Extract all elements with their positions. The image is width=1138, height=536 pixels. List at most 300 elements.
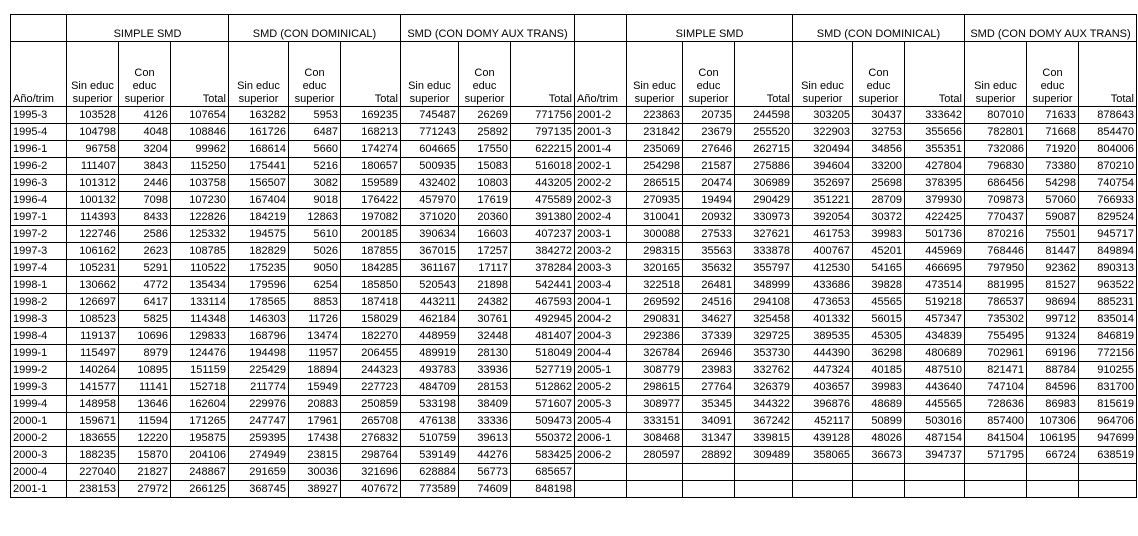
value-cell: 32448 [459,328,511,345]
value-cell: 443211 [401,294,459,311]
group-con-dominical-left: SMD (CON DOMINICAL) [229,15,401,42]
value-cell: 290831 [627,311,683,328]
period-cell: 2002-1 [575,158,627,175]
value-cell: 854470 [1079,124,1137,141]
value-cell: 88784 [1027,362,1079,379]
value-cell [1079,464,1137,481]
value-cell: 15083 [459,158,511,175]
value-cell: 185850 [341,277,401,294]
value-cell [735,481,793,498]
value-cell: 114393 [67,209,119,226]
value-cell: 300088 [627,226,683,243]
value-cell: 265708 [341,413,401,430]
value-cell: 106195 [1027,430,1079,447]
value-cell: 330973 [735,209,793,226]
value-cell: 286515 [627,175,683,192]
value-cell: 19494 [683,192,735,209]
value-cell: 520543 [401,277,459,294]
value-cell: 105231 [67,260,119,277]
value-cell: 9018 [289,192,341,209]
value-cell: 20474 [683,175,735,192]
period-cell: 1998-1 [11,277,67,294]
value-cell: 294108 [735,294,793,311]
value-cell: 755495 [965,328,1027,345]
value-cell: 782801 [965,124,1027,141]
value-cell: 248867 [171,464,229,481]
value-cell: 266125 [171,481,229,498]
value-cell: 161726 [229,124,289,141]
period-cell: 1997-4 [11,260,67,277]
group-simple-left: SIMPLE SMD [67,15,229,42]
value-cell [735,464,793,481]
value-cell: 23679 [683,124,735,141]
value-cell: 255520 [735,124,793,141]
period-cell: 1998-2 [11,294,67,311]
value-cell: 3204 [119,141,171,158]
value-cell: 367242 [735,413,793,430]
value-cell: 4772 [119,277,171,294]
period-cell: 1995-3 [11,107,67,124]
value-cell: 75501 [1027,226,1079,243]
value-cell: 447324 [793,362,853,379]
value-cell: 339815 [735,430,793,447]
value-cell: 26481 [683,277,735,294]
value-cell: 444390 [793,345,853,362]
value-cell: 176422 [341,192,401,209]
value-cell: 133114 [171,294,229,311]
value-cell: 30372 [853,209,905,226]
value-cell: 269592 [627,294,683,311]
value-cell: 797950 [965,260,1027,277]
value-cell: 5953 [289,107,341,124]
value-cell: 371020 [401,209,459,226]
value-cell: 5660 [289,141,341,158]
value-cell: 747104 [965,379,1027,396]
header-total: Total [905,42,965,107]
value-cell: 870216 [965,226,1027,243]
value-cell: 20932 [683,209,735,226]
value-cell: 321696 [341,464,401,481]
value-cell: 327621 [735,226,793,243]
value-cell: 835014 [1079,311,1137,328]
value-cell: 735302 [965,311,1027,328]
value-cell: 333151 [627,413,683,430]
period-cell: 1996-3 [11,175,67,192]
value-cell: 487154 [905,430,965,447]
value-cell: 15949 [289,379,341,396]
value-cell: 412530 [793,260,853,277]
header-total: Total [1079,42,1137,107]
table-row [11,158,1137,175]
value-cell: 32753 [853,124,905,141]
value-cell: 103758 [171,175,229,192]
header-period: Año/trim [575,42,627,107]
value-cell: 168213 [341,124,401,141]
value-cell: 81447 [1027,243,1079,260]
header-total: Total [171,42,229,107]
value-cell: 2623 [119,243,171,260]
value-cell: 322903 [793,124,853,141]
value-cell: 26946 [683,345,735,362]
header-sin-educ: Sin educ superior [229,42,289,107]
value-cell: 119137 [67,328,119,345]
value-cell: 111407 [67,158,119,175]
value-cell: 807010 [965,107,1027,124]
value-cell: 17117 [459,260,511,277]
value-cell: 200185 [341,226,401,243]
value-cell: 86983 [1027,396,1079,413]
table-row [11,260,1137,277]
value-cell: 40185 [853,362,905,379]
value-cell: 732086 [965,141,1027,158]
value-cell [793,464,853,481]
header-con-educ: Con educ superior [683,42,735,107]
value-cell: 542441 [511,277,575,294]
value-cell: 403657 [793,379,853,396]
value-cell [853,481,905,498]
value-cell: 878643 [1079,107,1137,124]
period-cell: 2004-4 [575,345,627,362]
value-cell: 270935 [627,192,683,209]
value-cell: 13474 [289,328,341,345]
value-cell: 276832 [341,430,401,447]
value-cell: 229976 [229,396,289,413]
value-cell: 163282 [229,107,289,124]
value-cell: 367015 [401,243,459,260]
value-cell: 885231 [1079,294,1137,311]
value-cell: 227040 [67,464,119,481]
value-cell: 35563 [683,243,735,260]
value-cell: 223863 [627,107,683,124]
value-cell: 361167 [401,260,459,277]
period-cell: 2001-1 [11,481,67,498]
value-cell: 27533 [683,226,735,243]
table-row [11,311,1137,328]
value-cell [965,481,1027,498]
value-cell: 25698 [853,175,905,192]
value-cell: 108846 [171,124,229,141]
value-cell: 846819 [1079,328,1137,345]
period-cell: 2002-4 [575,209,627,226]
value-cell: 797135 [511,124,575,141]
value-cell: 99962 [171,141,229,158]
value-cell: 152718 [171,379,229,396]
value-cell: 8433 [119,209,171,226]
header-period: Año/trim [11,42,67,107]
value-cell: 11594 [119,413,171,430]
period-cell: 2005-1 [575,362,627,379]
value-cell: 183655 [67,430,119,447]
value-cell: 7098 [119,192,171,209]
header-sin-educ: Sin educ superior [401,42,459,107]
value-cell: 443205 [511,175,575,192]
period-cell: 2003-1 [575,226,627,243]
header-con-educ: Con educ superior [119,42,171,107]
value-cell: 492945 [511,311,575,328]
value-cell: 45201 [853,243,905,260]
value-cell: 194498 [229,345,289,362]
value-cell: 56773 [459,464,511,481]
value-cell [627,481,683,498]
value-cell: 857400 [965,413,1027,430]
group-con-dominical-right: SMD (CON DOMINICAL) [793,15,965,42]
value-cell: 107230 [171,192,229,209]
value-cell: 12863 [289,209,341,226]
value-cell: 159589 [341,175,401,192]
period-cell: 2002-3 [575,192,627,209]
value-cell: 848198 [511,481,575,498]
table-row [11,396,1137,413]
value-cell: 4126 [119,107,171,124]
value-cell: 27646 [683,141,735,158]
value-cell: 110522 [171,260,229,277]
value-cell: 384272 [511,243,575,260]
period-cell: 1997-2 [11,226,67,243]
value-cell: 2586 [119,226,171,243]
value-cell: 390634 [401,226,459,243]
value-cell: 786537 [965,294,1027,311]
value-cell: 126697 [67,294,119,311]
value-cell: 400767 [793,243,853,260]
value-cell: 129833 [171,328,229,345]
group-con-domy-right: SMD (CON DOMY AUX TRANS) [965,15,1137,42]
value-cell: 17257 [459,243,511,260]
value-cell: 815619 [1079,396,1137,413]
value-cell: 772156 [1079,345,1137,362]
value-cell: 35345 [683,396,735,413]
value-cell: 604665 [401,141,459,158]
value-cell: 804006 [1079,141,1137,158]
value-cell: 333878 [735,243,793,260]
value-cell: 148958 [67,396,119,413]
value-cell: 135434 [171,277,229,294]
value-cell: 728636 [965,396,1027,413]
value-cell: 175441 [229,158,289,175]
value-cell: 320494 [793,141,853,158]
value-cell: 17619 [459,192,511,209]
value-cell: 310041 [627,209,683,226]
period-cell: 1996-4 [11,192,67,209]
value-cell: 57060 [1027,192,1079,209]
value-cell: 484709 [401,379,459,396]
period-cell: 1998-3 [11,311,67,328]
table-row [11,209,1137,226]
value-cell: 457347 [905,311,965,328]
value-cell: 227723 [341,379,401,396]
value-cell: 125332 [171,226,229,243]
value-cell: 280597 [627,447,683,464]
period-cell: 2006-1 [575,430,627,447]
value-cell: 158029 [341,311,401,328]
value-cell: 379930 [905,192,965,209]
value-cell: 141577 [67,379,119,396]
value-cell: 306989 [735,175,793,192]
period-cell [575,464,627,481]
value-cell: 174274 [341,141,401,158]
value-cell: 34627 [683,311,735,328]
value-cell: 473653 [793,294,853,311]
value-cell: 770437 [965,209,1027,226]
value-cell: 771756 [511,107,575,124]
header-total: Total [511,42,575,107]
value-cell: 964706 [1079,413,1137,430]
value-cell: 30437 [853,107,905,124]
period-cell: 1999-1 [11,345,67,362]
period-cell: 2005-2 [575,379,627,396]
value-cell: 81527 [1027,277,1079,294]
value-cell: 96758 [67,141,119,158]
table-row [11,379,1137,396]
value-cell [793,481,853,498]
value-cell: 12220 [119,430,171,447]
value-cell: 28709 [853,192,905,209]
value-cell: 197082 [341,209,401,226]
value-cell: 462184 [401,311,459,328]
value-cell: 333642 [905,107,965,124]
value-cell: 298315 [627,243,683,260]
value-cell: 378284 [511,260,575,277]
header-con-educ: Con educ superior [1027,42,1079,107]
value-cell: 168796 [229,328,289,345]
value-cell: 48026 [853,430,905,447]
value-cell: 519218 [905,294,965,311]
value-cell: 31347 [683,430,735,447]
value-cell: 2446 [119,175,171,192]
value-cell: 73380 [1027,158,1079,175]
period-cell: 2003-4 [575,277,627,294]
table-row [11,447,1137,464]
table-body [11,107,1137,498]
value-cell: 35632 [683,260,735,277]
value-cell: 332762 [735,362,793,379]
value-cell: 392054 [793,209,853,226]
period-cell: 2003-2 [575,243,627,260]
value-cell: 37339 [683,328,735,345]
period-cell: 1999-3 [11,379,67,396]
value-cell: 348999 [735,277,793,294]
value-cell: 33936 [459,362,511,379]
value-cell: 184219 [229,209,289,226]
period-cell: 2006-2 [575,447,627,464]
period-cell: 2000-1 [11,413,67,430]
period-cell: 1999-4 [11,396,67,413]
value-cell: 98694 [1027,294,1079,311]
value-cell: 178565 [229,294,289,311]
value-cell: 325458 [735,311,793,328]
value-cell: 831700 [1079,379,1137,396]
value-cell: 28892 [683,447,735,464]
value-cell: 20883 [289,396,341,413]
table-row [11,345,1137,362]
header-blank-right [575,15,627,42]
value-cell: 475589 [511,192,575,209]
value-cell: 10895 [119,362,171,379]
value-cell: 500935 [401,158,459,175]
value-cell: 509473 [511,413,575,430]
period-cell: 2000-4 [11,464,67,481]
value-cell: 71633 [1027,107,1079,124]
value-cell: 771243 [401,124,459,141]
value-cell: 439128 [793,430,853,447]
value-cell: 56015 [853,311,905,328]
value-cell: 33336 [459,413,511,430]
value-cell: 394737 [905,447,965,464]
value-cell: 108785 [171,243,229,260]
value-cell: 169235 [341,107,401,124]
value-cell [853,464,905,481]
value-cell: 168614 [229,141,289,158]
value-cell: 254298 [627,158,683,175]
value-cell: 622215 [511,141,575,158]
value-cell: 493783 [401,362,459,379]
value-cell: 259395 [229,430,289,447]
value-cell: 434839 [905,328,965,345]
value-cell: 59087 [1027,209,1079,226]
value-cell: 45565 [853,294,905,311]
period-cell: 2005-4 [575,413,627,430]
value-cell: 159671 [67,413,119,430]
value-cell: 396876 [793,396,853,413]
table-row [11,362,1137,379]
value-cell: 796830 [965,158,1027,175]
value-cell: 309489 [735,447,793,464]
value-cell: 21827 [119,464,171,481]
table-row [11,124,1137,141]
value-cell: 510759 [401,430,459,447]
value-cell: 162604 [171,396,229,413]
value-cell: 5825 [119,311,171,328]
period-cell: 2001-2 [575,107,627,124]
value-cell: 702961 [965,345,1027,362]
value-cell: 11141 [119,379,171,396]
value-cell: 947699 [1079,430,1137,447]
value-cell: 638519 [1079,447,1137,464]
value-cell: 91324 [1027,328,1079,345]
header-total: Total [735,42,793,107]
value-cell: 107306 [1027,413,1079,430]
value-cell: 124476 [171,345,229,362]
value-cell: 244598 [735,107,793,124]
value-cell: 389535 [793,328,853,345]
value-cell [905,481,965,498]
value-cell: 11726 [289,311,341,328]
value-cell: 108523 [67,311,119,328]
value-cell: 6417 [119,294,171,311]
value-cell: 16603 [459,226,511,243]
value-cell: 351221 [793,192,853,209]
period-cell: 2001-3 [575,124,627,141]
header-con-educ: Con educ superior [289,42,341,107]
value-cell: 466695 [905,260,965,277]
value-cell: 685657 [511,464,575,481]
value-cell: 101312 [67,175,119,192]
value-cell: 709873 [965,192,1027,209]
value-cell: 187855 [341,243,401,260]
value-cell: 20360 [459,209,511,226]
value-cell: 320165 [627,260,683,277]
value-cell: 298764 [341,447,401,464]
period-cell: 2000-2 [11,430,67,447]
value-cell: 6254 [289,277,341,294]
value-cell: 225429 [229,362,289,379]
value-cell: 452117 [793,413,853,430]
value-cell: 378395 [905,175,965,192]
value-cell: 182829 [229,243,289,260]
value-cell: 829524 [1079,209,1137,226]
value-cell: 204106 [171,447,229,464]
value-cell: 445969 [905,243,965,260]
value-cell: 107654 [171,107,229,124]
